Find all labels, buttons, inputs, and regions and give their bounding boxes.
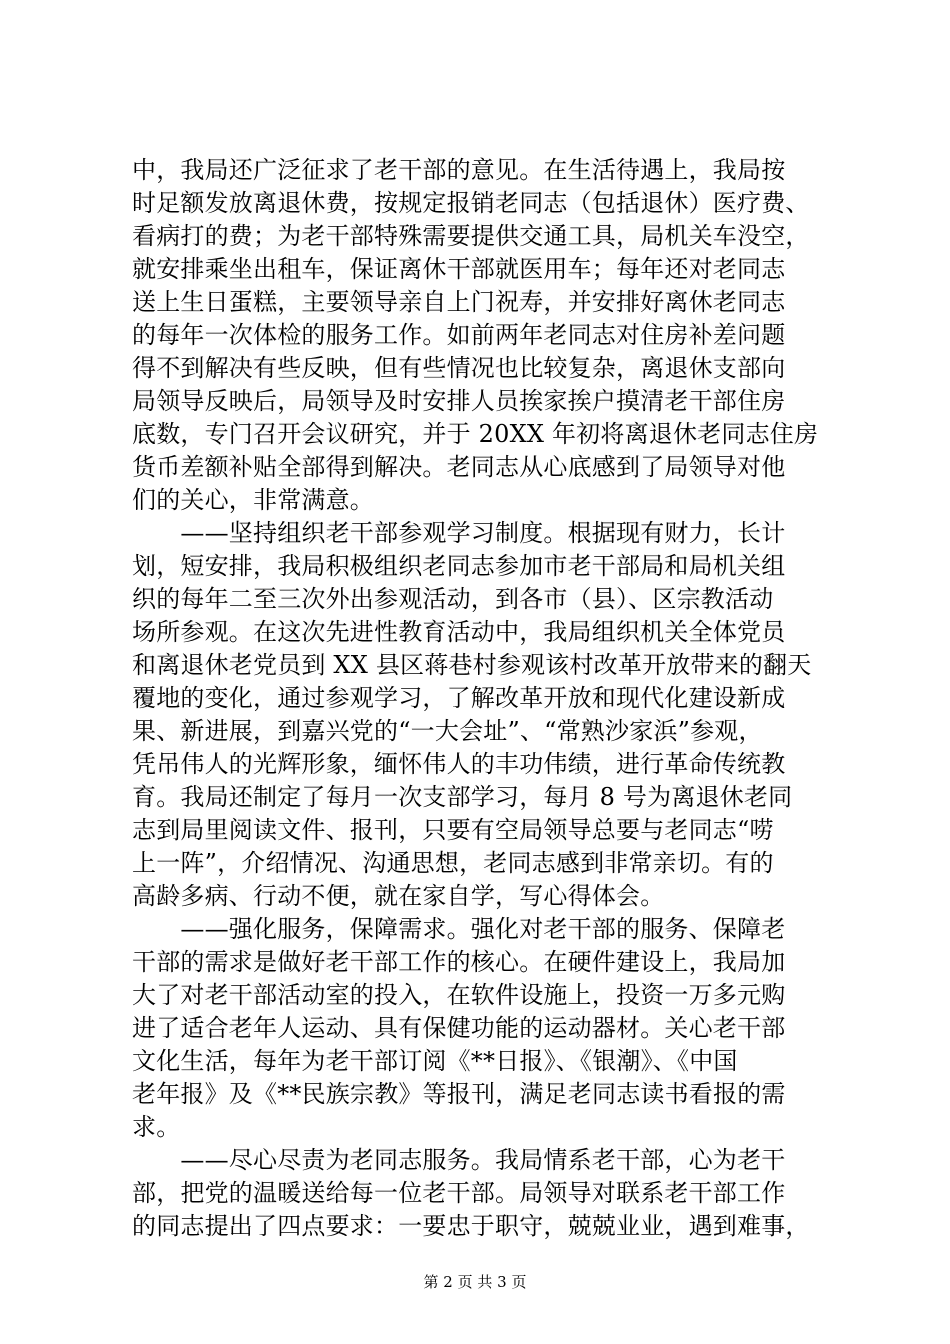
text-line: 上一阵”，介绍情况、沟通思想，老同志感到非常亲切。有的 bbox=[132, 849, 774, 877]
text-line: 和离退休老党员到 XX 县区蒋巷村参观该村改革开放带来的翻天 bbox=[132, 651, 812, 679]
text-line: 们的关心，非常满意。 bbox=[132, 486, 374, 514]
text-line: 送上生日蛋糕，主要领导亲自上门祝寿，并安排好离休老同志 bbox=[132, 288, 786, 316]
page-footer: 第 2 页 共 3 页 bbox=[423, 1273, 527, 1291]
text-line: 进了适合老年人运动、具有保健功能的运动器材。关心老干部 bbox=[132, 1014, 786, 1042]
text-line: ——强化服务，保障需求。强化对老干部的服务、保障老 bbox=[132, 915, 786, 943]
text-line: 看病打的费；为老干部特殊需要提供交通工具，局机关车没空， bbox=[132, 222, 810, 250]
text-line: ——坚持组织老干部参观学习制度。根据现有财力，长计 bbox=[132, 519, 786, 547]
text-line: 时足额发放离退休费，按规定报销老同志（包括退休）医疗费、 bbox=[132, 189, 810, 217]
text-line: 覆地的变化，通过参观学习，了解改革开放和现代化建设新成 bbox=[132, 684, 786, 712]
text-line: ——尽心尽责为老同志服务。我局情系老干部，心为老干 bbox=[132, 1146, 786, 1174]
text-line: 的每年一次体检的服务工作。如前两年老同志对住房补差问题 bbox=[132, 321, 786, 349]
text-line: 求。 bbox=[132, 1113, 181, 1141]
text-line: 志到局里阅读文件、报刊，只要有空局领导总要与老同志“唠 bbox=[132, 816, 774, 844]
text-line: 得不到解决有些反映，但有些情况也比较复杂，离退休支部向 bbox=[132, 354, 786, 382]
text-line: 凭吊伟人的光辉形象，缅怀伟人的丰功伟绩，进行革命传统教 bbox=[132, 750, 786, 778]
text-line: 底数，专门召开会议研究，并于 20XX 年初将离退休老同志住房 bbox=[132, 420, 819, 448]
text-line: 大了对老干部活动室的投入，在软件设施上，投资一万多元购 bbox=[132, 981, 786, 1009]
text-line: 果、新进展，到嘉兴党的“一大会址”、“常熟沙家浜”参观， bbox=[132, 717, 763, 745]
text-line: 高龄多病、行动不便，就在家自学，写心得体会。 bbox=[132, 882, 665, 910]
body-text bbox=[132, 154, 832, 1243]
text-line: 就安排乘坐出租车，保证离休干部就医用车；每年还对老同志 bbox=[132, 255, 786, 283]
text-line: 部，把党的温暖送给每一位老干部。局领导对联系老干部工作 bbox=[132, 1179, 786, 1207]
text-line: 育。我局还制定了每月一次支部学习，每月 8 号为离退休老同 bbox=[132, 783, 793, 811]
text-line: 文化生活，每年为老干部订阅《**日报》、《银潮》、《中国 bbox=[132, 1047, 738, 1075]
text-line: 老年报》及《**民族宗教》等报刊，满足老同志读书看报的需 bbox=[132, 1080, 786, 1108]
text-line: 货币差额补贴全部得到解决。老同志从心底感到了局领导对他 bbox=[132, 453, 786, 481]
text-line: 织的每年二至三次外出参观活动，到各市（县）、区宗教活动 bbox=[132, 585, 774, 613]
text-line: 局领导反映后，局领导及时安排人员挨家挨户摸清老干部住房 bbox=[132, 387, 786, 415]
text-line: 场所参观。在这次先进性教育活动中，我局组织机关全体党员 bbox=[132, 618, 786, 646]
text-line: 划，短安排，我局积极组织老同志参加市老干部局和局机关组 bbox=[132, 552, 786, 580]
text-line: 干部的需求是做好老干部工作的核心。在硬件建设上，我局加 bbox=[132, 948, 786, 976]
text-line: 的同志提出了四点要求：一要忠于职守，兢兢业业，遇到难事， bbox=[132, 1212, 810, 1240]
text-line: 中，我局还广泛征求了老干部的意见。在生活待遇上，我局按 bbox=[132, 156, 786, 184]
